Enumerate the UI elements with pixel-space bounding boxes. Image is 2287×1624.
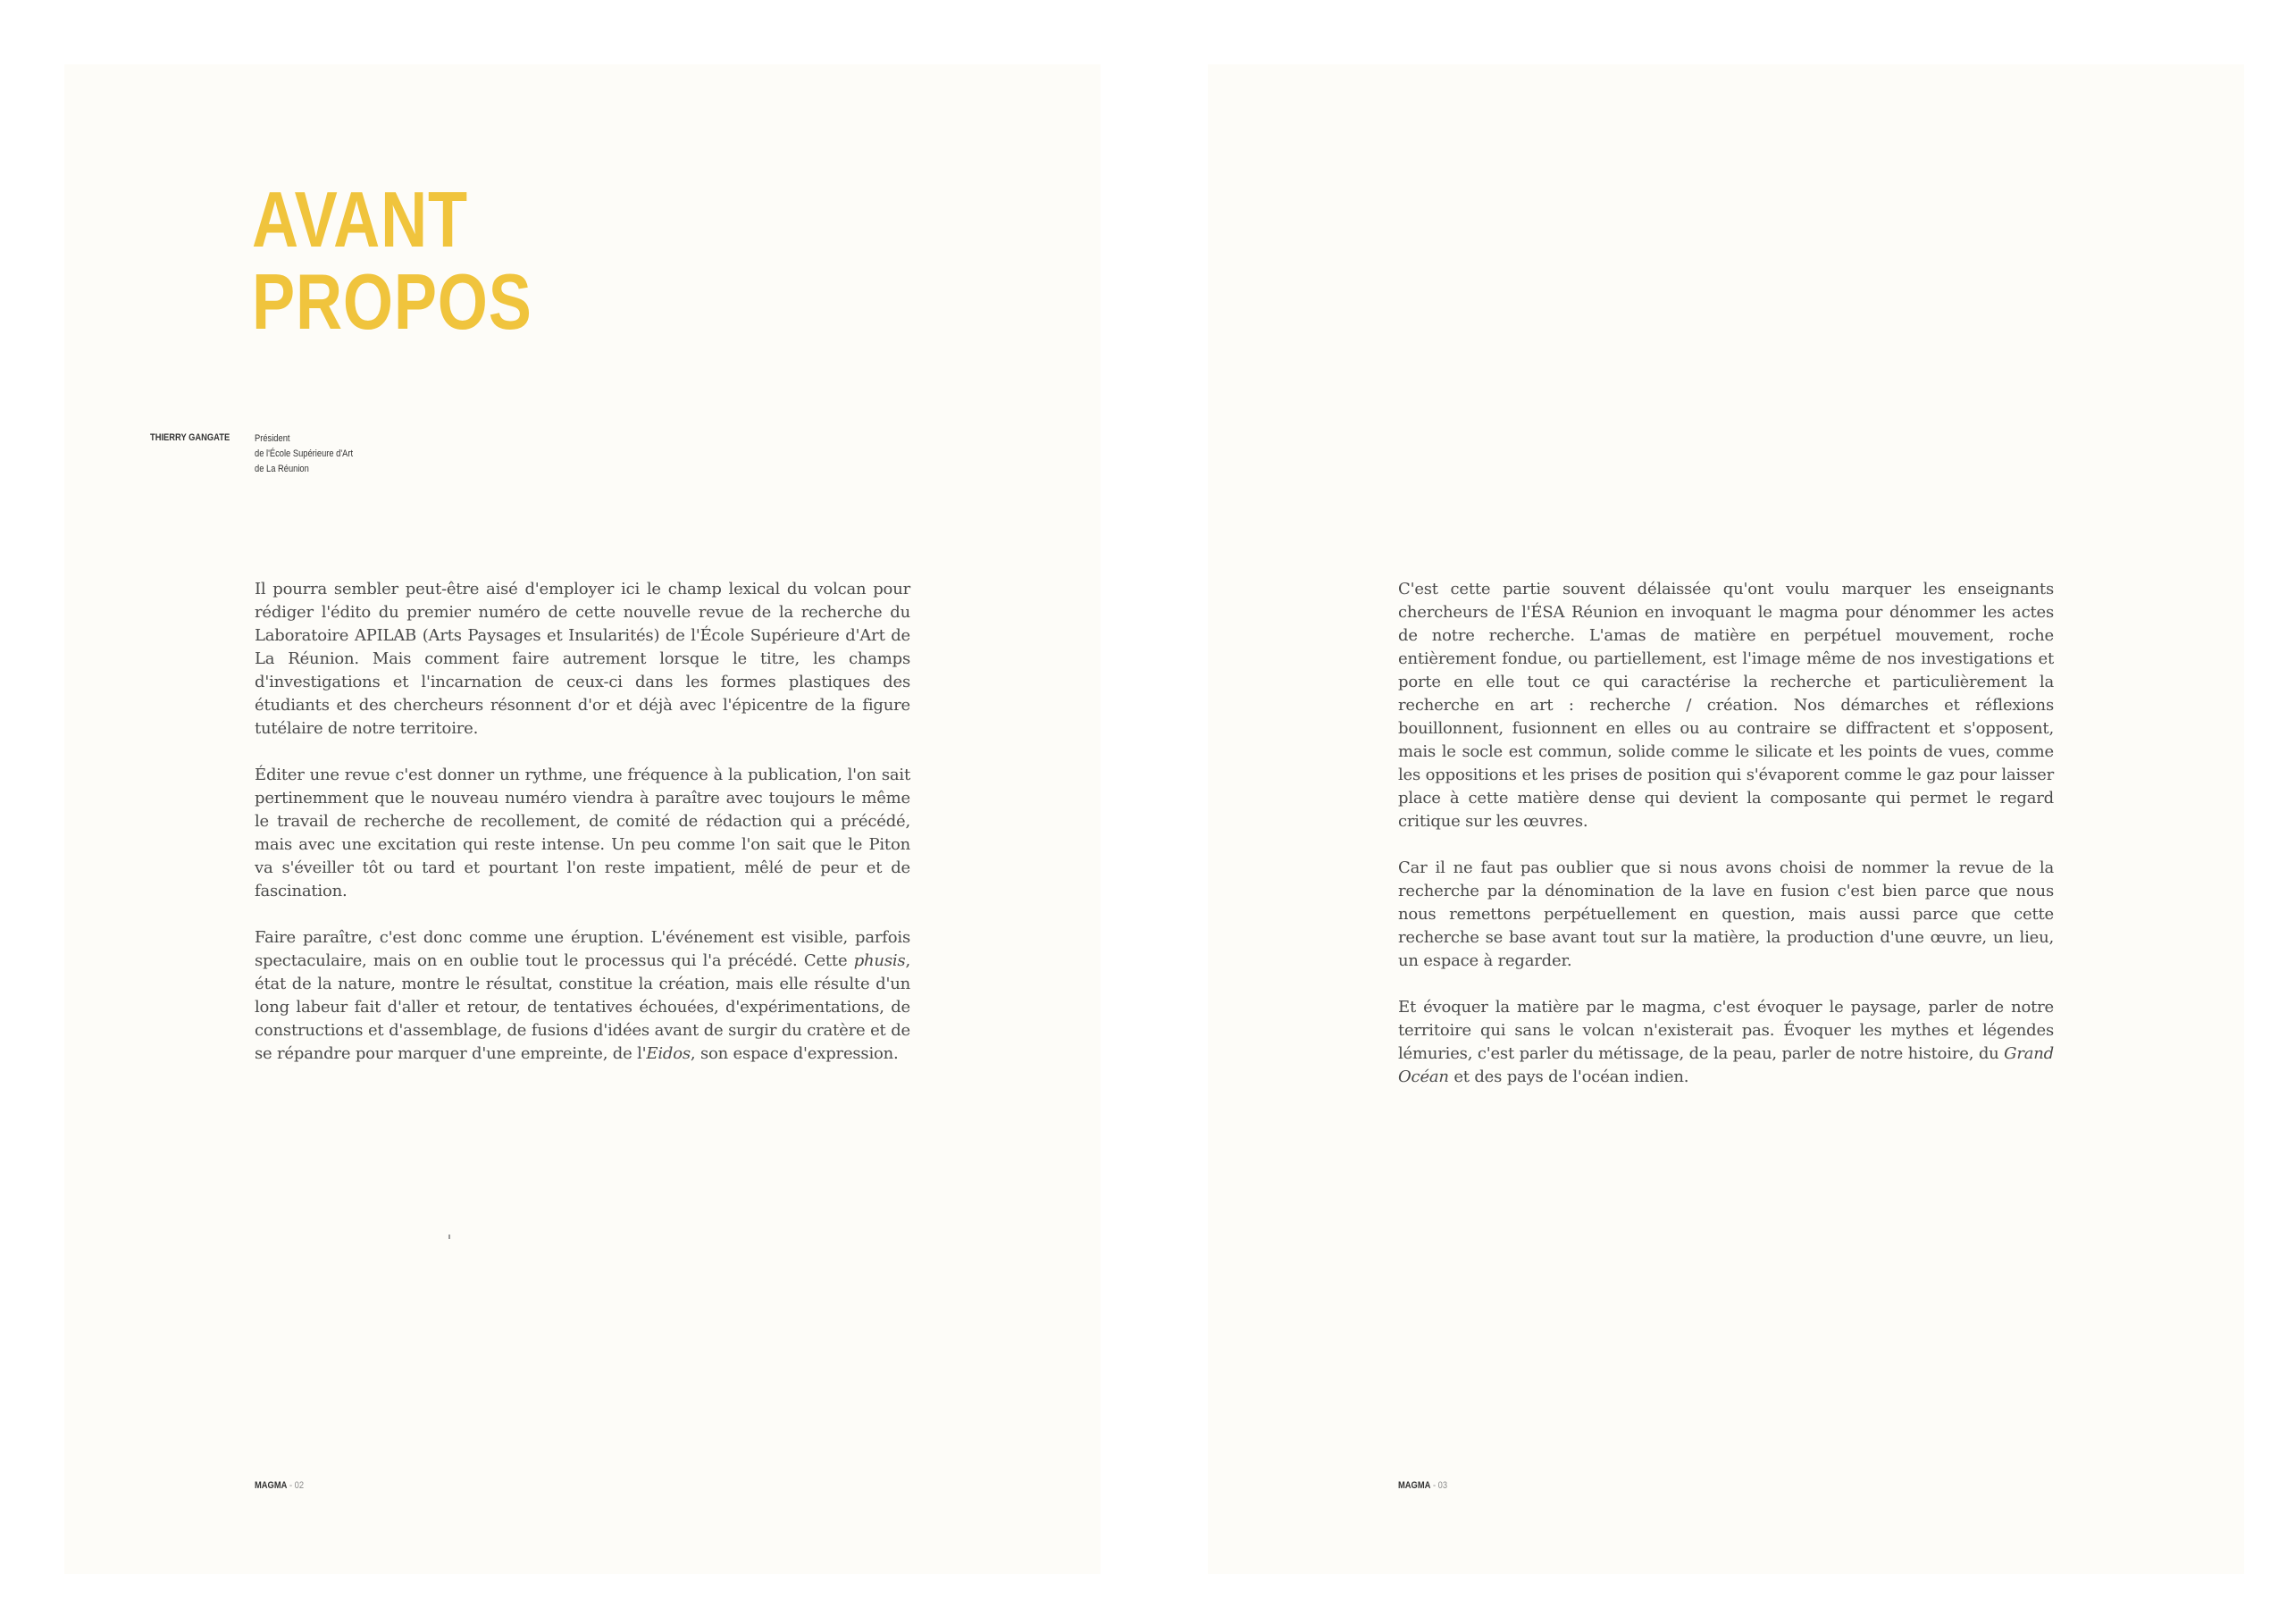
text-run: , son espace d'expression. bbox=[690, 1044, 899, 1063]
paragraph: C'est cette partie souvent délaissée qu'ont voulu marquer les enseignants chercheurs de l'ÉSA Réunion en invoquant le magma pour dénommer les actes de notre recherche. L'amas de matière en perpétuel mouvement, roche entièrement fondue, ou partiellement, est l'image même de nos investigations et porte en elle tout ce qui caractérise la recherche et particulièrement la recherche en art : recherche / création. Nos démarches et réflexions bouillonnent, fusionnent en elles ou au contraire se diffractent et s'opposent, mais le socle est commun, solide comme le silicate et les points de vues, comme les oppositions et les prises de position qui s'évaporent comme le gaz pour laisser place à cette matière dense qui devient la composante qui permet le regard critique sur les œuvres. bbox=[1398, 580, 2054, 831]
title-line-2: PROPOS bbox=[252, 257, 532, 346]
author-role-line-1: Président bbox=[255, 433, 290, 444]
author-role-line-3: de La Réunion bbox=[255, 464, 309, 474]
page-folio bbox=[255, 1480, 304, 1491]
italic-term: phusis bbox=[853, 951, 906, 970]
author-name: THIERRY GANGATE bbox=[150, 432, 230, 443]
folio-brand: MAGMA bbox=[255, 1480, 288, 1491]
paragraph bbox=[255, 926, 910, 1066]
paragraph: Éditer une revue c'est donner un rythme, une fréquence à la publication, l'on sait pertinemment que le nouveau numéro viendra à paraître avec toujours le même le travail de recherche de recollement, de comité de rédaction qui a précédé, mais avec une excitation qui reste intense. Un peu comme l'on sait que le Piton va s'éveiller tôt ou tard et pourtant l'on reste impatient, mêlé de peur et de fascination. bbox=[255, 766, 910, 900]
left-body-text bbox=[255, 578, 910, 1089]
text-run: et des pays de l'océan indien. bbox=[1448, 1067, 1689, 1086]
author-role bbox=[255, 431, 353, 477]
text-run: Faire paraître, c'est donc comme une éruption. L'événement est visible, parfois spectaculaire, mais on en oublie tout le processus qui l'a précédé. Cette bbox=[255, 928, 910, 970]
text-run: Et évoquer la matière par le magma, c'est évoquer le paysage, parler de notre territoire qui sans le volcan n'existerait pas. Évoquer les mythes et légendes lémuries, c'est parler du métissage, de la peau, parler de notre histoire, du bbox=[1398, 998, 2054, 1063]
right-body-text bbox=[1398, 578, 2054, 1112]
right-page bbox=[1208, 64, 2244, 1574]
paragraph: Il pourra sembler peut-être aisé d'employer ici le champ lexical du volcan pour rédiger l'édito du premier numéro de cette nouvelle revue de la recherche du Laboratoire APILAB (Arts Paysages et Insularités) de l'École Supérieure d'Art de La Réunion. Mais comment faire autrement lorsque le titre, les champs d'investigations et l'incarnation de ceux-ci dans les formes plastiques des étudiants et des chercheurs résonnent d'or et déjà avec l'épicentre de la figure tutélaire de notre territoire. bbox=[255, 580, 910, 738]
stray-mark bbox=[448, 1235, 450, 1239]
text-run: , état de la nature, montre le résultat, constitue la création, mais elle résulte d'un long labeur fait d'aller et retour, de tentatives échouées, d'expérimentations, de constructions et d'assemblage, de fusions d'idées avant de surgir du cratère et de se répandre pour marquer d'une empreinte, de l' bbox=[255, 951, 910, 1063]
author-role-line-2: de l'École Supérieure d'Art bbox=[255, 448, 354, 459]
paragraph: Car il ne faut pas oublier que si nous avons choisi de nommer la revue de la recherche par la dénomination de la lave en fusion c'est bien parce que nous nous remettons perpétuellement en question, mais aussi parce que cette recherche se base avant tout sur la matière, la production d'une œuvre, un lieu, un espace à regarder. bbox=[1398, 858, 2054, 970]
left-page bbox=[64, 64, 1101, 1574]
title-line-1: AVANT bbox=[252, 175, 468, 264]
folio-brand: MAGMA bbox=[1398, 1480, 1431, 1491]
paragraph bbox=[1398, 996, 2054, 1089]
folio-number: - 03 bbox=[1430, 1480, 1448, 1491]
page-title bbox=[252, 175, 532, 346]
page-folio bbox=[1398, 1480, 1447, 1491]
italic-term: Eidos bbox=[646, 1044, 691, 1063]
folio-number: - 02 bbox=[287, 1480, 305, 1491]
italic-term: Grand Océan bbox=[1398, 1044, 2054, 1086]
